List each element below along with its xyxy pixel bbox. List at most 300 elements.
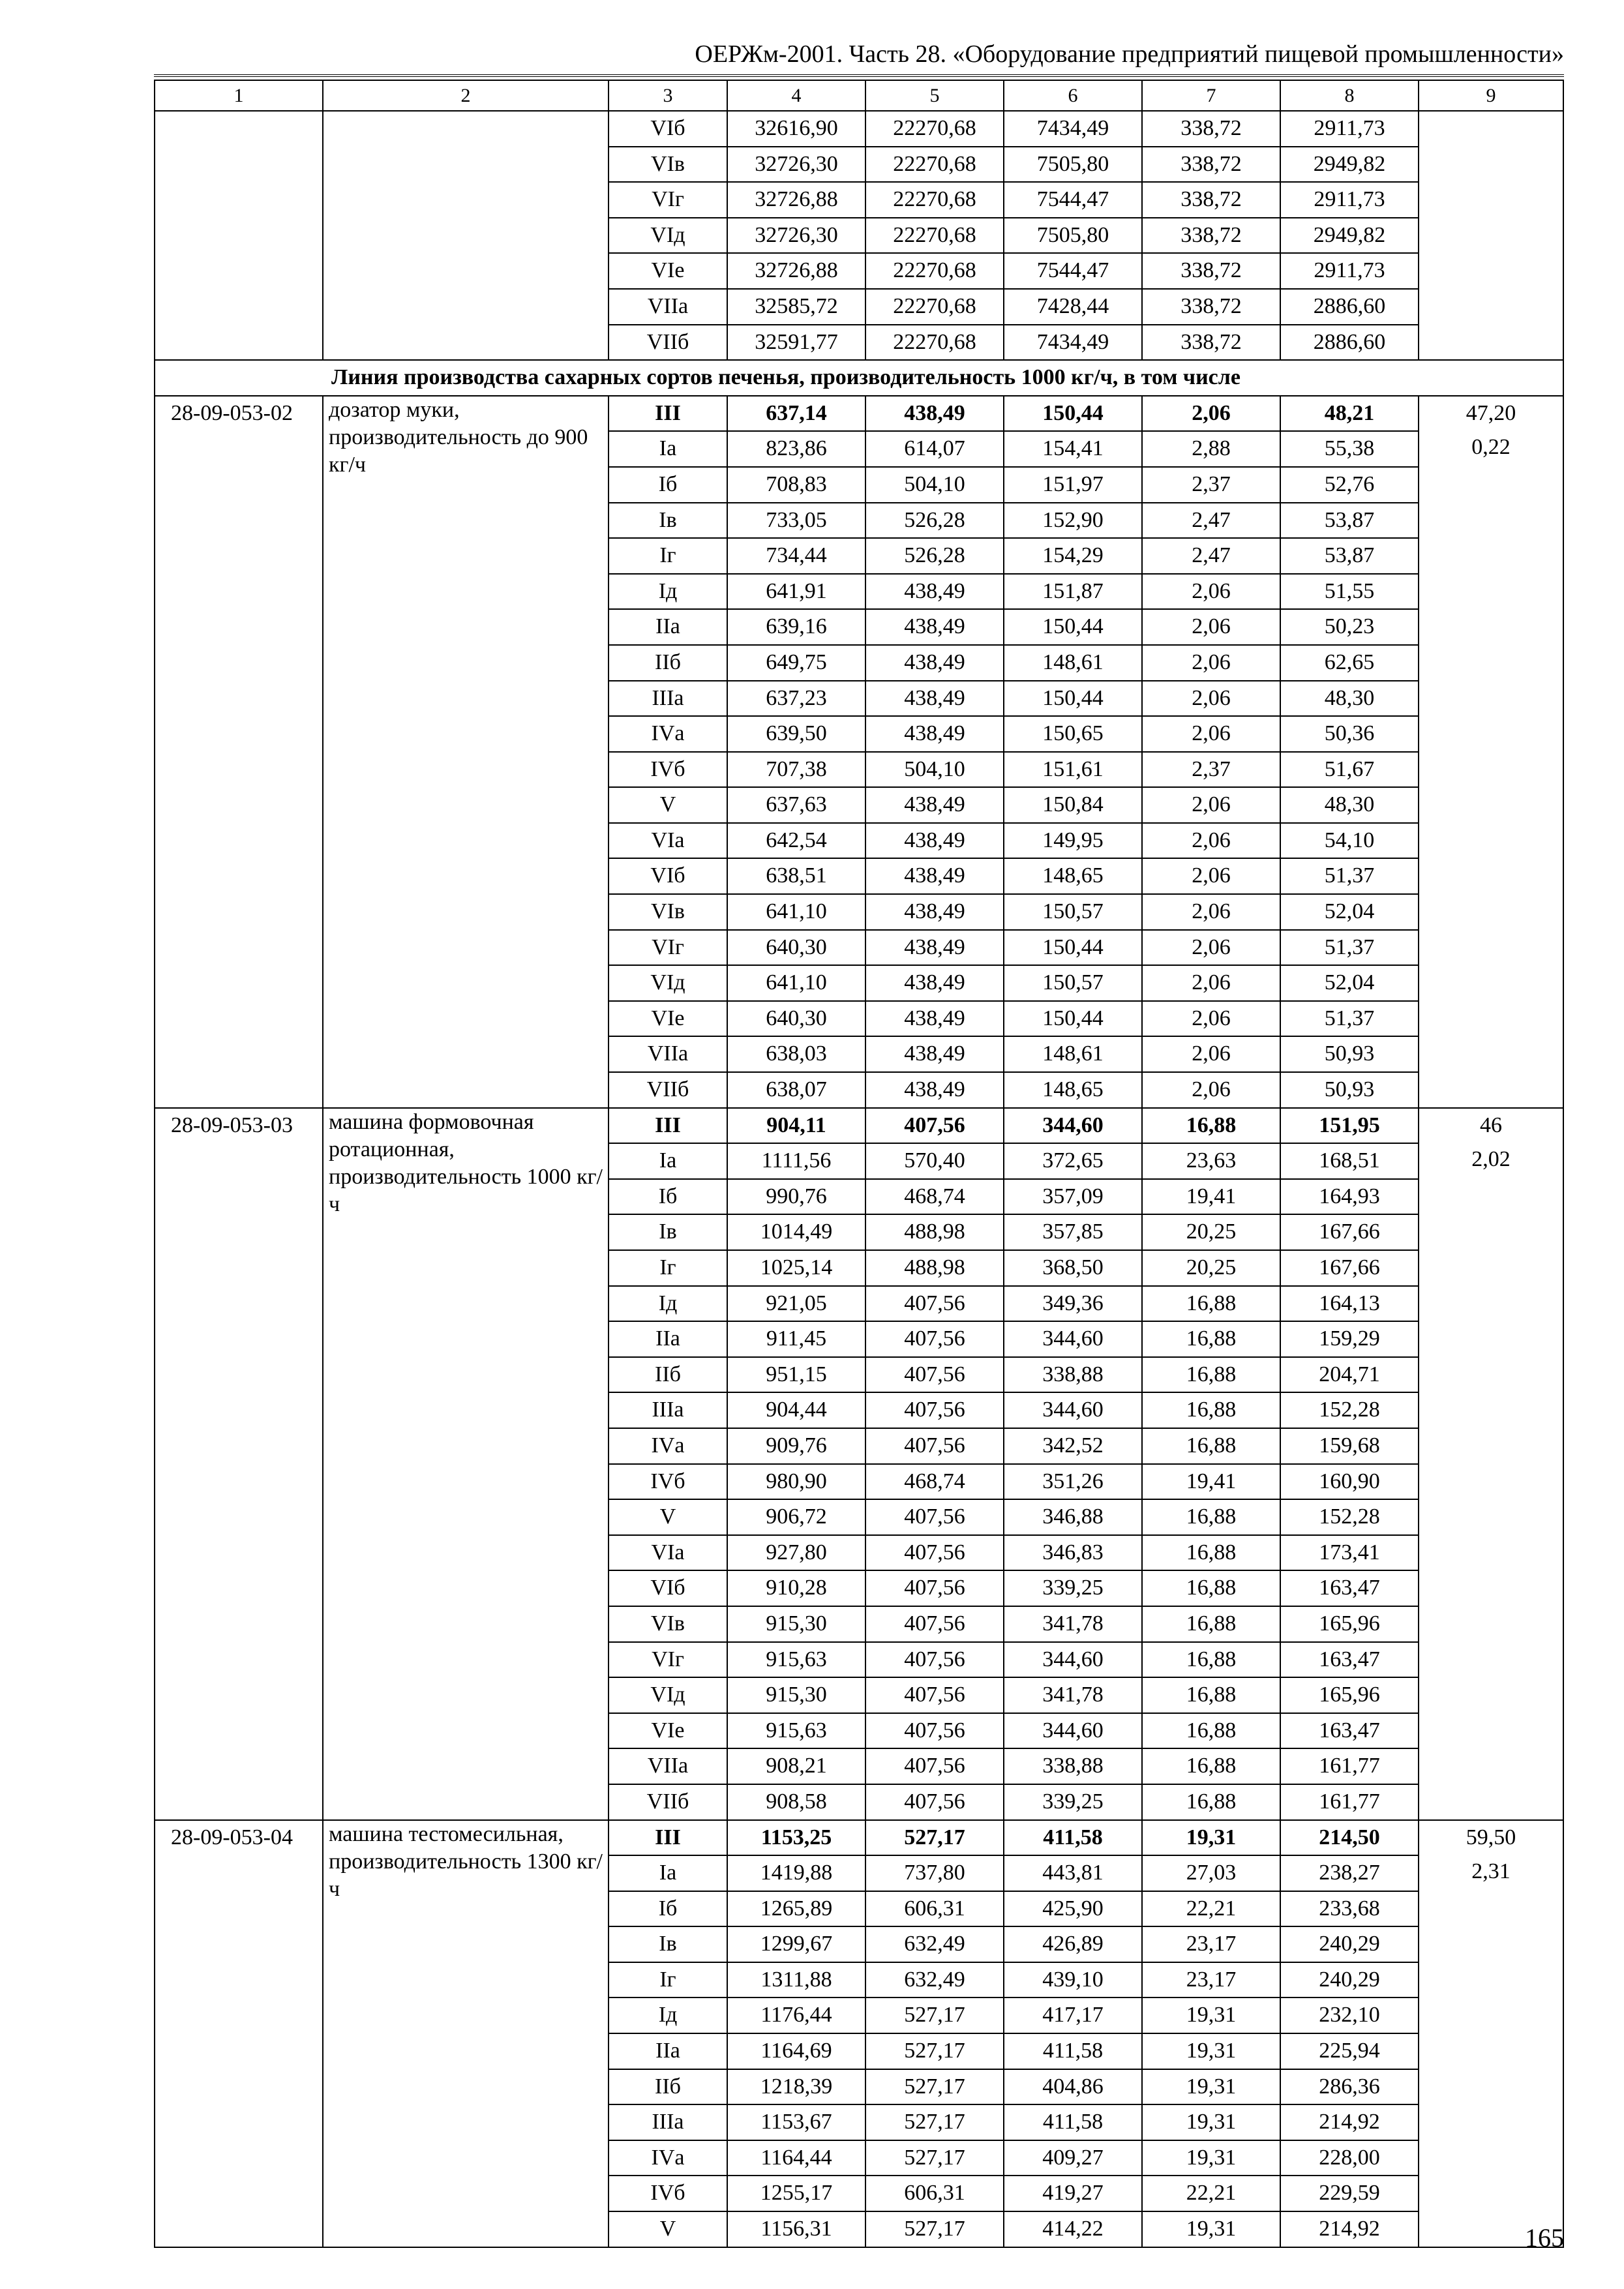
value-cell: 225,94 xyxy=(1280,2033,1419,2069)
value-cell: 407,56 xyxy=(865,1713,1004,1749)
value-cell: 526,28 xyxy=(865,538,1004,574)
value-cell: 438,49 xyxy=(865,716,1004,752)
value-cell: 52,76 xyxy=(1280,467,1419,503)
value-cell: 1255,17 xyxy=(727,2176,865,2211)
zone-cell: VIа xyxy=(609,1535,727,1571)
value-cell: 16,88 xyxy=(1142,1642,1280,1678)
value-cell: 2,06 xyxy=(1142,716,1280,752)
value-cell: 7544,47 xyxy=(1004,253,1142,289)
value-cell: 148,65 xyxy=(1004,1072,1142,1108)
value-cell: 19,41 xyxy=(1142,1179,1280,1215)
value-cell: 16,88 xyxy=(1142,1286,1280,1322)
value-cell: 159,29 xyxy=(1280,1321,1419,1357)
value-cell: 438,49 xyxy=(865,858,1004,894)
value-cell: 915,30 xyxy=(727,1677,865,1713)
value-cell: 229,59 xyxy=(1280,2176,1419,2211)
value-cell: 344,60 xyxy=(1004,1321,1142,1357)
section-title: Линия производства сахарных сортов печенья, производительность 1000 кг/ч, в том числе xyxy=(155,360,1563,396)
value-cell: 53,87 xyxy=(1280,538,1419,574)
value-cell: 638,51 xyxy=(727,858,865,894)
value-cell: 19,31 xyxy=(1142,2211,1280,2247)
zone-cell: VIIб xyxy=(609,1072,727,1108)
value-cell: 438,49 xyxy=(865,1001,1004,1037)
value-cell: 2,88 xyxy=(1142,431,1280,467)
value-cell: 2,06 xyxy=(1142,645,1280,681)
value-cell: 164,93 xyxy=(1280,1179,1419,1215)
value-cell: 344,60 xyxy=(1004,1108,1142,1144)
value-cell: 338,72 xyxy=(1142,218,1280,254)
zone-cell: Iб xyxy=(609,1179,727,1215)
value-cell: 649,75 xyxy=(727,645,865,681)
zone-cell: IVа xyxy=(609,716,727,752)
value-cell: 488,98 xyxy=(865,1250,1004,1286)
value-cell: 163,47 xyxy=(1280,1713,1419,1749)
value-cell: 16,88 xyxy=(1142,1499,1280,1535)
value-cell: 338,72 xyxy=(1142,182,1280,218)
value-cell: 407,56 xyxy=(865,1535,1004,1571)
value-cell: 2,06 xyxy=(1142,894,1280,930)
value-cell: 150,57 xyxy=(1004,965,1142,1001)
value-cell: 150,44 xyxy=(1004,930,1142,966)
price-table-body xyxy=(155,80,1563,2247)
value-cell: 19,31 xyxy=(1142,2104,1280,2140)
value-cell: 150,44 xyxy=(1004,609,1142,645)
col9-value: 46 xyxy=(1480,1113,1502,1137)
value-cell: 16,88 xyxy=(1142,1535,1280,1571)
value-cell: 19,31 xyxy=(1142,1820,1280,1856)
value-cell: 165,96 xyxy=(1280,1677,1419,1713)
value-cell: 639,50 xyxy=(727,716,865,752)
item-name: машина формовочная ротационная, производительность 1000 кг/ч xyxy=(323,1108,609,1820)
column-number: 4 xyxy=(727,80,865,111)
value-cell: 338,72 xyxy=(1142,289,1280,325)
value-cell: 407,56 xyxy=(865,1321,1004,1357)
value-cell: 908,21 xyxy=(727,1748,865,1784)
value-cell: 48,30 xyxy=(1280,681,1419,717)
value-cell: 341,78 xyxy=(1004,1677,1142,1713)
code-cell-empty xyxy=(155,111,323,360)
value-cell: 240,29 xyxy=(1280,1926,1419,1962)
value-cell: 911,45 xyxy=(727,1321,865,1357)
value-cell: 19,41 xyxy=(1142,1464,1280,1500)
value-cell: 407,56 xyxy=(865,1392,1004,1428)
value-cell: 637,23 xyxy=(727,681,865,717)
value-cell: 438,49 xyxy=(865,574,1004,610)
value-cell: 214,92 xyxy=(1280,2104,1419,2140)
zone-cell: Iб xyxy=(609,467,727,503)
value-cell: 7434,49 xyxy=(1004,111,1142,147)
value-cell: 48,30 xyxy=(1280,787,1419,823)
value-cell: 438,49 xyxy=(865,645,1004,681)
value-cell: 606,31 xyxy=(865,1891,1004,1927)
value-cell: 159,68 xyxy=(1280,1428,1419,1464)
value-cell: 527,17 xyxy=(865,2033,1004,2069)
value-cell: 407,56 xyxy=(865,1642,1004,1678)
value-cell: 2911,73 xyxy=(1280,111,1419,147)
value-cell: 438,49 xyxy=(865,823,1004,859)
zone-cell: Iг xyxy=(609,1250,727,1286)
value-cell: 349,36 xyxy=(1004,1286,1142,1322)
value-cell: 173,41 xyxy=(1280,1535,1419,1571)
value-cell: 204,71 xyxy=(1280,1357,1419,1393)
value-cell: 338,72 xyxy=(1142,111,1280,147)
value-cell: 1156,31 xyxy=(727,2211,865,2247)
price-table xyxy=(154,80,1564,2248)
value-cell: 639,16 xyxy=(727,609,865,645)
value-cell: 990,76 xyxy=(727,1179,865,1215)
value-cell: 734,44 xyxy=(727,538,865,574)
zone-cell: Iг xyxy=(609,1962,727,1998)
value-cell: 641,91 xyxy=(727,574,865,610)
value-cell: 16,88 xyxy=(1142,1428,1280,1464)
zone-cell: IIа xyxy=(609,2033,727,2069)
value-cell: 51,67 xyxy=(1280,752,1419,788)
value-cell: 1153,67 xyxy=(727,2104,865,2140)
value-cell: 488,98 xyxy=(865,1214,1004,1250)
value-cell: 438,49 xyxy=(865,787,1004,823)
value-cell: 527,17 xyxy=(865,2104,1004,2140)
zone-cell: VIд xyxy=(609,1677,727,1713)
zone-cell: VIIб xyxy=(609,1784,727,1820)
zone-cell: VIг xyxy=(609,1642,727,1678)
value-cell: 55,38 xyxy=(1280,431,1419,467)
value-cell: 7428,44 xyxy=(1004,289,1142,325)
value-cell: 606,31 xyxy=(865,2176,1004,2211)
value-cell: 344,60 xyxy=(1004,1392,1142,1428)
value-cell: 151,61 xyxy=(1004,752,1142,788)
value-cell: 417,17 xyxy=(1004,1997,1142,2033)
table-row xyxy=(155,1108,1563,1144)
value-cell: 823,86 xyxy=(727,431,865,467)
value-cell: 921,05 xyxy=(727,1286,865,1322)
value-cell: 150,65 xyxy=(1004,716,1142,752)
col9-value: 0,22 xyxy=(1471,434,1511,459)
value-cell: 7505,80 xyxy=(1004,147,1142,183)
item-name: дозатор муки, производительность до 900 кг/ч xyxy=(323,396,609,1108)
zone-cell: Iд xyxy=(609,1286,727,1322)
value-cell: 708,83 xyxy=(727,467,865,503)
value-cell: 2886,60 xyxy=(1280,325,1419,361)
zone-cell: IIб xyxy=(609,2069,727,2105)
value-cell: 2,06 xyxy=(1142,823,1280,859)
value-cell: 527,17 xyxy=(865,1820,1004,1856)
value-cell: 641,10 xyxy=(727,965,865,1001)
zone-cell: VIг xyxy=(609,930,727,966)
value-cell: 1164,69 xyxy=(727,2033,865,2069)
value-cell: 51,37 xyxy=(1280,930,1419,966)
value-cell: 527,17 xyxy=(865,1997,1004,2033)
table-row xyxy=(155,111,1563,147)
value-cell: 927,80 xyxy=(727,1535,865,1571)
value-cell: 407,56 xyxy=(865,1606,1004,1642)
value-cell: 341,78 xyxy=(1004,1606,1142,1642)
table-row xyxy=(155,396,1563,432)
zone-cell: IIб xyxy=(609,645,727,681)
value-cell: 438,49 xyxy=(865,396,1004,432)
value-cell: 7544,47 xyxy=(1004,182,1142,218)
value-cell: 22270,68 xyxy=(865,147,1004,183)
zone-cell: Iв xyxy=(609,503,727,539)
zone-cell: Iд xyxy=(609,1997,727,2033)
value-cell: 1218,39 xyxy=(727,2069,865,2105)
running-header: ОЕРЖм-2001. Часть 28. «Оборудование предприятий пищевой промышленности» xyxy=(154,38,1564,77)
zone-cell: VIа xyxy=(609,823,727,859)
column-number: 2 xyxy=(323,80,609,111)
value-cell: 152,28 xyxy=(1280,1499,1419,1535)
value-cell: 240,29 xyxy=(1280,1962,1419,1998)
zone-cell: IVб xyxy=(609,1464,727,1500)
value-cell: 2,06 xyxy=(1142,574,1280,610)
value-cell: 23,17 xyxy=(1142,1962,1280,1998)
value-cell: 50,23 xyxy=(1280,609,1419,645)
value-cell: 154,29 xyxy=(1004,538,1142,574)
value-cell: 32726,30 xyxy=(727,147,865,183)
value-cell: 2886,60 xyxy=(1280,289,1419,325)
value-cell: 161,77 xyxy=(1280,1784,1419,1820)
value-cell: 980,90 xyxy=(727,1464,865,1500)
value-cell: 404,86 xyxy=(1004,2069,1142,2105)
zone-cell: VIIа xyxy=(609,289,727,325)
value-cell: 1299,67 xyxy=(727,1926,865,1962)
value-cell: 214,92 xyxy=(1280,2211,1419,2247)
zone-cell: IVа xyxy=(609,2140,727,2176)
col9-value: 2,31 xyxy=(1471,1859,1511,1883)
value-cell: 640,30 xyxy=(727,930,865,966)
value-cell: 32726,88 xyxy=(727,253,865,289)
value-cell: 22270,68 xyxy=(865,325,1004,361)
value-cell: 286,36 xyxy=(1280,2069,1419,2105)
value-cell: 32585,72 xyxy=(727,289,865,325)
value-cell: 2,37 xyxy=(1142,467,1280,503)
value-cell: 2,06 xyxy=(1142,930,1280,966)
col9-cell-empty xyxy=(1419,111,1563,360)
value-cell: 409,27 xyxy=(1004,2140,1142,2176)
value-cell: 1176,44 xyxy=(727,1997,865,2033)
value-cell: 339,25 xyxy=(1004,1784,1142,1820)
value-cell: 32616,90 xyxy=(727,111,865,147)
value-cell: 1265,89 xyxy=(727,1891,865,1927)
value-cell: 527,17 xyxy=(865,2140,1004,2176)
value-cell: 641,10 xyxy=(727,894,865,930)
value-cell: 16,88 xyxy=(1142,1357,1280,1393)
value-cell: 439,10 xyxy=(1004,1962,1142,1998)
zone-cell: III xyxy=(609,1108,727,1144)
column-number: 3 xyxy=(609,80,727,111)
zone-cell: IIб xyxy=(609,1357,727,1393)
value-cell: 419,27 xyxy=(1004,2176,1142,2211)
value-cell: 22270,68 xyxy=(865,111,1004,147)
value-cell: 53,87 xyxy=(1280,503,1419,539)
value-cell: 637,14 xyxy=(727,396,865,432)
value-cell: 152,28 xyxy=(1280,1392,1419,1428)
value-cell: 2,06 xyxy=(1142,787,1280,823)
value-cell: 16,88 xyxy=(1142,1108,1280,1144)
value-cell: 438,49 xyxy=(865,930,1004,966)
value-cell: 737,80 xyxy=(865,1855,1004,1891)
column-number: 6 xyxy=(1004,80,1142,111)
value-cell: 32726,88 xyxy=(727,182,865,218)
zone-cell: VIв xyxy=(609,147,727,183)
value-cell: 228,00 xyxy=(1280,2140,1419,2176)
column-number-row xyxy=(155,80,1563,111)
zone-cell: VIг xyxy=(609,182,727,218)
value-cell: 906,72 xyxy=(727,1499,865,1535)
value-cell: 339,25 xyxy=(1004,1570,1142,1606)
value-cell: 7434,49 xyxy=(1004,325,1142,361)
value-cell: 50,93 xyxy=(1280,1072,1419,1108)
value-cell: 48,21 xyxy=(1280,396,1419,432)
value-cell: 2,06 xyxy=(1142,396,1280,432)
value-cell: 527,17 xyxy=(865,2069,1004,2105)
value-cell: 438,49 xyxy=(865,681,1004,717)
value-cell: 638,07 xyxy=(727,1072,865,1108)
value-cell: 152,90 xyxy=(1004,503,1142,539)
zone-cell: IIа xyxy=(609,609,727,645)
value-cell: 407,56 xyxy=(865,1286,1004,1322)
value-cell: 570,40 xyxy=(865,1143,1004,1179)
value-cell: 411,58 xyxy=(1004,1820,1142,1856)
value-cell: 16,88 xyxy=(1142,1713,1280,1749)
value-cell: 16,88 xyxy=(1142,1784,1280,1820)
col9-value: 2,02 xyxy=(1471,1146,1511,1171)
value-cell: 407,56 xyxy=(865,1357,1004,1393)
value-cell: 372,65 xyxy=(1004,1143,1142,1179)
value-cell: 54,10 xyxy=(1280,823,1419,859)
zone-cell: Iб xyxy=(609,1891,727,1927)
value-cell: 346,88 xyxy=(1004,1499,1142,1535)
value-cell: 20,25 xyxy=(1142,1250,1280,1286)
value-cell: 468,74 xyxy=(865,1179,1004,1215)
value-cell: 167,66 xyxy=(1280,1214,1419,1250)
value-cell: 407,56 xyxy=(865,1784,1004,1820)
value-cell: 2,06 xyxy=(1142,1001,1280,1037)
name-cell-empty xyxy=(323,111,609,360)
value-cell: 504,10 xyxy=(865,752,1004,788)
value-cell: 2,06 xyxy=(1142,1036,1280,1072)
value-cell: 148,61 xyxy=(1004,645,1142,681)
value-cell: 915,30 xyxy=(727,1606,865,1642)
value-cell: 151,95 xyxy=(1280,1108,1419,1144)
value-cell: 16,88 xyxy=(1142,1748,1280,1784)
column-number: 1 xyxy=(155,80,323,111)
value-cell: 642,54 xyxy=(727,823,865,859)
value-cell: 22,21 xyxy=(1142,1891,1280,1927)
value-cell: 407,56 xyxy=(865,1677,1004,1713)
column-number: 9 xyxy=(1419,80,1563,111)
value-cell: 915,63 xyxy=(727,1713,865,1749)
zone-cell: VIб xyxy=(609,858,727,894)
value-cell: 637,63 xyxy=(727,787,865,823)
value-cell: 52,04 xyxy=(1280,894,1419,930)
value-cell: 150,57 xyxy=(1004,894,1142,930)
value-cell: 338,88 xyxy=(1004,1748,1142,1784)
value-cell: 163,47 xyxy=(1280,1570,1419,1606)
value-cell: 351,26 xyxy=(1004,1464,1142,1500)
value-cell: 342,52 xyxy=(1004,1428,1142,1464)
value-cell: 407,56 xyxy=(865,1428,1004,1464)
value-cell: 414,22 xyxy=(1004,2211,1142,2247)
value-cell: 62,65 xyxy=(1280,645,1419,681)
value-cell: 338,88 xyxy=(1004,1357,1142,1393)
value-cell: 16,88 xyxy=(1142,1570,1280,1606)
zone-cell: VIе xyxy=(609,253,727,289)
zone-cell: Iа xyxy=(609,1143,727,1179)
column-number: 7 xyxy=(1142,80,1280,111)
value-cell: 438,49 xyxy=(865,894,1004,930)
zone-cell: Iв xyxy=(609,1214,727,1250)
col9-value: 47,20 xyxy=(1466,400,1516,425)
value-cell: 149,95 xyxy=(1004,823,1142,859)
zone-cell: IIIа xyxy=(609,1392,727,1428)
value-cell: 411,58 xyxy=(1004,2104,1142,2140)
item-code: 28-09-053-03 xyxy=(155,1108,323,1820)
value-cell: 2,06 xyxy=(1142,609,1280,645)
value-cell: 357,85 xyxy=(1004,1214,1142,1250)
value-cell: 638,03 xyxy=(727,1036,865,1072)
value-cell: 1153,25 xyxy=(727,1820,865,1856)
value-cell: 2,47 xyxy=(1142,503,1280,539)
section-row xyxy=(155,360,1563,396)
value-cell: 20,25 xyxy=(1142,1214,1280,1250)
table-row xyxy=(155,1820,1563,1856)
value-cell: 16,88 xyxy=(1142,1392,1280,1428)
column-number: 8 xyxy=(1280,80,1419,111)
value-cell: 233,68 xyxy=(1280,1891,1419,1927)
zone-cell: IVа xyxy=(609,1428,727,1464)
value-cell: 51,55 xyxy=(1280,574,1419,610)
value-cell: 2,06 xyxy=(1142,858,1280,894)
value-cell: 407,56 xyxy=(865,1748,1004,1784)
zone-cell: VIб xyxy=(609,1570,727,1606)
value-cell: 51,37 xyxy=(1280,858,1419,894)
value-cell: 23,63 xyxy=(1142,1143,1280,1179)
value-cell: 22270,68 xyxy=(865,182,1004,218)
zone-cell: Iа xyxy=(609,431,727,467)
zone-cell: V xyxy=(609,1499,727,1535)
value-cell: 2911,73 xyxy=(1280,182,1419,218)
zone-cell: V xyxy=(609,787,727,823)
value-cell: 344,60 xyxy=(1004,1642,1142,1678)
zone-cell: Iд xyxy=(609,574,727,610)
item-name: машина тестомесильная, производительность 1300 кг/ч xyxy=(323,1820,609,2247)
value-cell: 19,31 xyxy=(1142,1997,1280,2033)
zone-cell: Iа xyxy=(609,1855,727,1891)
value-cell: 1111,56 xyxy=(727,1143,865,1179)
value-cell: 148,65 xyxy=(1004,858,1142,894)
value-cell: 150,44 xyxy=(1004,1001,1142,1037)
value-cell: 19,31 xyxy=(1142,2069,1280,2105)
value-cell: 23,17 xyxy=(1142,1926,1280,1962)
value-cell: 411,58 xyxy=(1004,2033,1142,2069)
zone-cell: VIб xyxy=(609,111,727,147)
value-cell: 438,49 xyxy=(865,1072,1004,1108)
value-cell: 909,76 xyxy=(727,1428,865,1464)
value-cell: 150,44 xyxy=(1004,681,1142,717)
value-cell: 426,89 xyxy=(1004,1926,1142,1962)
value-cell: 407,56 xyxy=(865,1108,1004,1144)
value-cell: 733,05 xyxy=(727,503,865,539)
zone-cell: VIе xyxy=(609,1001,727,1037)
value-cell: 468,74 xyxy=(865,1464,1004,1500)
zone-cell: VIд xyxy=(609,218,727,254)
value-cell: 338,72 xyxy=(1142,253,1280,289)
zone-cell: Iг xyxy=(609,538,727,574)
value-cell: 32726,30 xyxy=(727,218,865,254)
value-cell: 16,88 xyxy=(1142,1606,1280,1642)
value-cell: 407,56 xyxy=(865,1499,1004,1535)
value-cell: 232,10 xyxy=(1280,1997,1419,2033)
value-cell: 164,13 xyxy=(1280,1286,1419,1322)
